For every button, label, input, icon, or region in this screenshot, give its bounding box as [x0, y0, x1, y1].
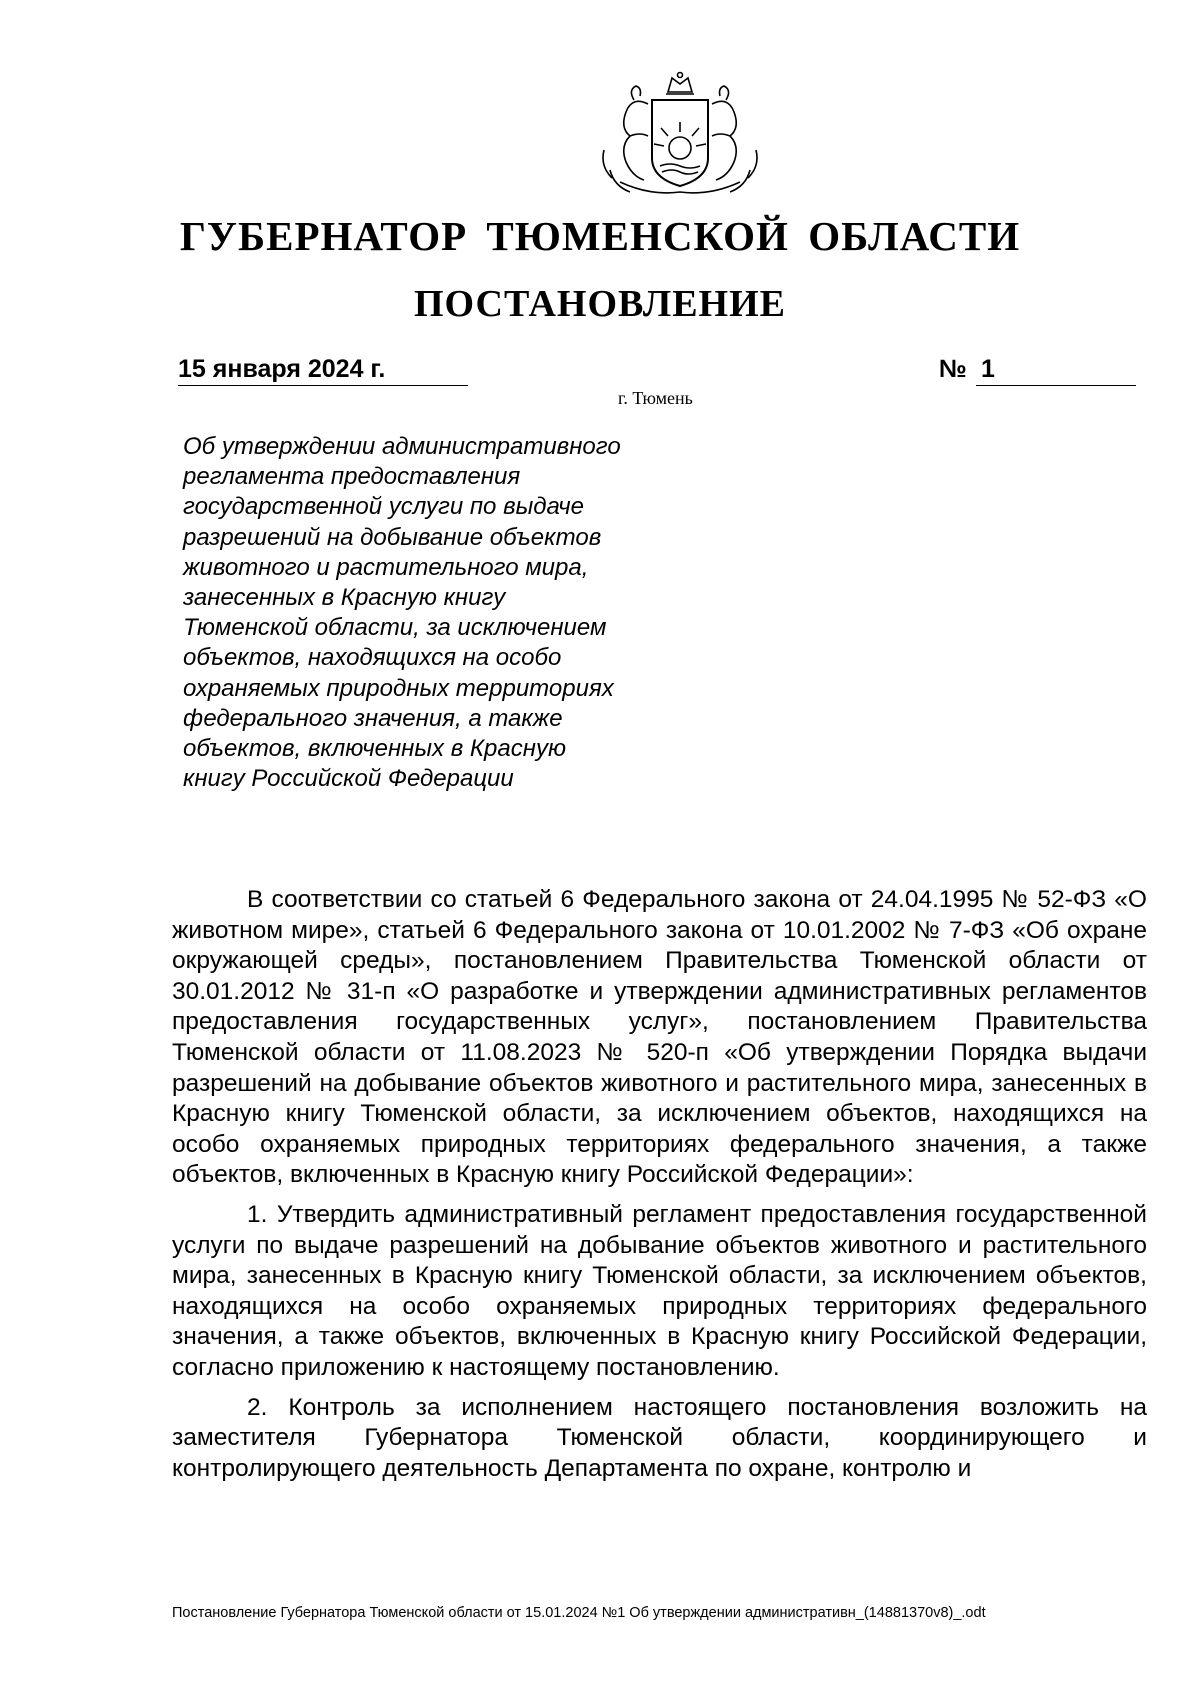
- heading-line: книгу Российской Федерации: [183, 765, 514, 793]
- document-heading: [183, 432, 683, 794]
- heading-line: государственной услуги по выдаче: [183, 493, 585, 521]
- body-paragraph: 1. Утвердить административный регламент предоставления государственной услуги по выдаче разрешений на добывание объектов животного и растительного мира, занесенных в Красную книгу Тюменской области, за исключением объектов, находящихся на особо охраняемых природных территориях федерального значения, а также объектов, включенных в Красную книгу Российской Федерации, согласно приложению к настоящему постановлению.: [172, 1200, 1147, 1381]
- document-type: ПОСТАНОВЛЕНИЕ: [413, 283, 787, 325]
- heading-line: объектов, включенных в Красную: [183, 735, 567, 763]
- document-number: 1: [976, 355, 1136, 386]
- authority-title: ГУБЕРНАТОР ТЮМЕНСКОЙ ОБЛАСТИ: [179, 213, 1021, 259]
- city-label: г. Тюмень: [618, 388, 693, 408]
- body-paragraph: В соответствии со статьей 6 Федерального закона от 24.04.1995 № 52-ФЗ «О животном мире», статьей 6 Федерального закона от 10.01.2002 № 7-ФЗ «Об охране окружающей среды», постановлением Правительства Тюменской области от 30.01.2012 № 31-п «О разработке и утверждении административных регламентов предоставления государственных услуг», постановлением Правительства Тюменской области от 11.08.2023 № 520-п «Об утверждении Порядка выдачи разрешений на добывание объектов животного и растительного мира, занесенных в Красную книгу Тюменской области, за исключением объектов, находящихся на особо охраняемых природных территориях федерального значения, а также объектов, включенных в Красную книгу Российской Федерации»:: [172, 886, 1147, 1189]
- heading-line: Об утверждении административного: [183, 433, 621, 460]
- heading-line: Тюменской области, за исключением: [183, 614, 607, 642]
- document-date: 15 января 2024 г.: [178, 355, 468, 386]
- heading-line: федерального значения, а также: [183, 704, 563, 732]
- document-body: [172, 885, 1147, 1493]
- heading-line: разрешений на добывание объектов: [183, 523, 602, 551]
- heading-line: охраняемых природных территориях: [183, 674, 614, 702]
- coat-of-arms-emblem: [590, 70, 770, 200]
- number-label: №: [939, 355, 967, 383]
- body-paragraph: 2. Контроль за исполнением настоящего постановления возложить на заместителя Губернатора Тюменской области, координирующего и контролирующего деятельность Департамента по охране, контролю и: [172, 1393, 1147, 1482]
- heading-line: регламента предоставления: [183, 463, 521, 491]
- heading-line: животного и растительного мира,: [183, 553, 589, 581]
- heading-line: объектов, находящихся на особо: [183, 644, 562, 672]
- document-footer: Постановление Губернатора Тюменской области от 15.01.2024 №1 Об утверждении административн_(14881370v8)_.odt: [172, 1605, 986, 1621]
- heading-line: занесенных в Красную книгу: [183, 584, 506, 612]
